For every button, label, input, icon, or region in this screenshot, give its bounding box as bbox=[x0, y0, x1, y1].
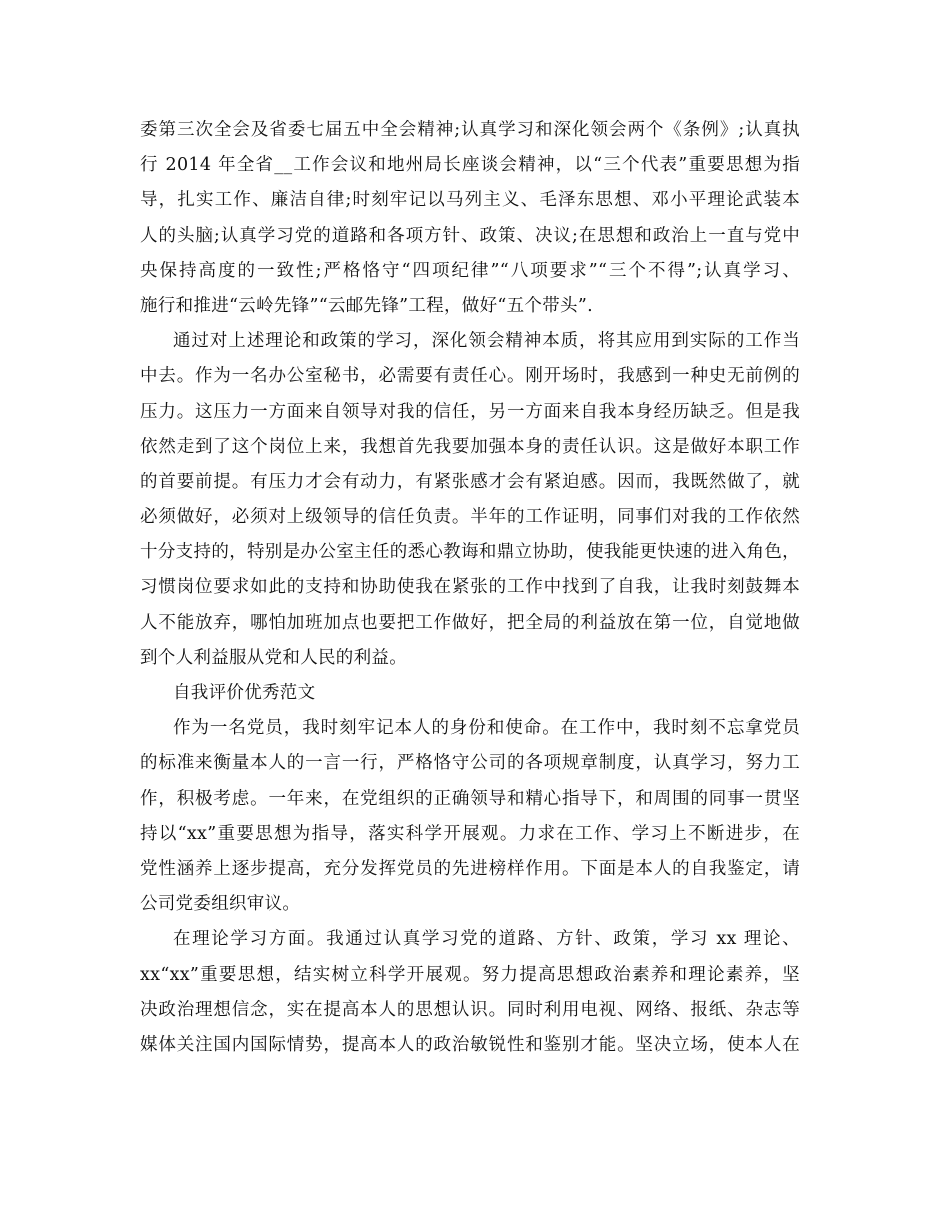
text-line: 在理论学习方面。我通过认真学习党的道路、方针、政策，学习 xx 理论、 bbox=[173, 929, 800, 950]
text-line: 媒体关注国内国际情势，提高本人的政治敏锐性和鉴别才能。坚决立场，使本人在 bbox=[140, 1034, 800, 1055]
text-line: 依然走到了这个岗位上来，我想首先我要加强本身的责任认识。这是做好本职工作 bbox=[140, 436, 800, 457]
text-line: 决政治理想信念，实在提高本人的思想认识。同时利用电视、网络、报纸、杂志等 bbox=[140, 999, 800, 1020]
text-line: 施行和推进“云岭先锋”“云邮先锋”工程，做好“五个带头”. bbox=[140, 295, 593, 316]
text-line: 人的头脑;认真学习党的道路和各项方针、政策、决议;在思想和政治上一直与党中 bbox=[140, 225, 800, 246]
text-line: 人不能放弃，哪怕加班加点也要把工作做好，把全局的利益放在第一位，自觉地做 bbox=[140, 612, 800, 633]
text-line: 委第三次全会及省委七届五中全会精神;认真学习和深化领会两个《条例》;认真执 bbox=[140, 120, 800, 140]
text-line: 压力。这压力一方面来自领导对我的信任，另一方面来自我本身经历缺乏。但是我 bbox=[140, 401, 800, 422]
text-line: 到个人利益服从党和人民的利益。 bbox=[140, 647, 407, 668]
paragraph-3 bbox=[140, 711, 800, 922]
paragraph-2 bbox=[140, 324, 800, 676]
text-line: 必须做好，必须对上级领导的信任负责。半年的工作证明，同事们对我的工作依然 bbox=[140, 507, 800, 528]
document-body bbox=[140, 113, 800, 1063]
text-line: 党性涵养上逐步提高，充分发挥党员的先进榜样作用。下面是本人的自我鉴定，请 bbox=[140, 858, 800, 879]
text-line: 持以“xx”重要思想为指导，落实科学开展观。力求在工作、学习上不断进步，在 bbox=[140, 823, 800, 844]
text-line: 作为一名党员，我时刻牢记本人的身份和使命。在工作中，我时刻不忘拿党员 bbox=[173, 718, 800, 739]
text-line: 十分支持的，特别是办公室主任的悉心教诲和鼎立协助，使我能更快速的进入角色， bbox=[140, 542, 800, 563]
text-line: 的首要前提。有压力才会有动力，有紧张感才会有紧迫感。因而，我既然做了，就 bbox=[140, 471, 800, 492]
paragraph-1 bbox=[140, 113, 800, 324]
text-line: 通过对上述理论和政策的学习，深化领会精神本质，将其应用到实际的工作当 bbox=[173, 331, 800, 352]
text-line: 作，积极考虑。一年来，在党组织的正确领导和精心指导下，和周围的同事一贯坚 bbox=[140, 788, 800, 809]
text-line: 习惯岗位要求如此的支持和协助使我在紧张的工作中找到了自我，让我时刻鼓舞本 bbox=[140, 577, 800, 598]
text-line: 中去。作为一名办公室秘书，必需要有责任心。刚开场时，我感到一种史无前例的 bbox=[140, 366, 800, 387]
text-line: 的标准来衡量本人的一言一行，严格恪守公司的各项规章制度，认真学习，努力工 bbox=[140, 753, 800, 774]
heading-text: 自我评价优秀范文 bbox=[173, 683, 316, 703]
paragraph-4 bbox=[140, 922, 800, 1063]
text-line: 央保持高度的一致性;严格恪守“四项纪律”“八项要求”“三个不得”;认真学习、 bbox=[140, 260, 800, 281]
section-heading bbox=[140, 676, 800, 711]
text-line: 导，扎实工作、廉洁自律;时刻牢记以马列主义、毛泽东思想、邓小平理论武装本 bbox=[140, 190, 800, 211]
text-line: 公司党委组织审议。 bbox=[140, 894, 301, 915]
text-line: 行 2014 年全省__工作会议和地州局长座谈会精神，以“三个代表”重要思想为指 bbox=[140, 155, 800, 176]
text-line: xx“xx”重要思想，结实树立科学开展观。努力提高思想政治素养和理论素养，坚 bbox=[140, 964, 800, 985]
